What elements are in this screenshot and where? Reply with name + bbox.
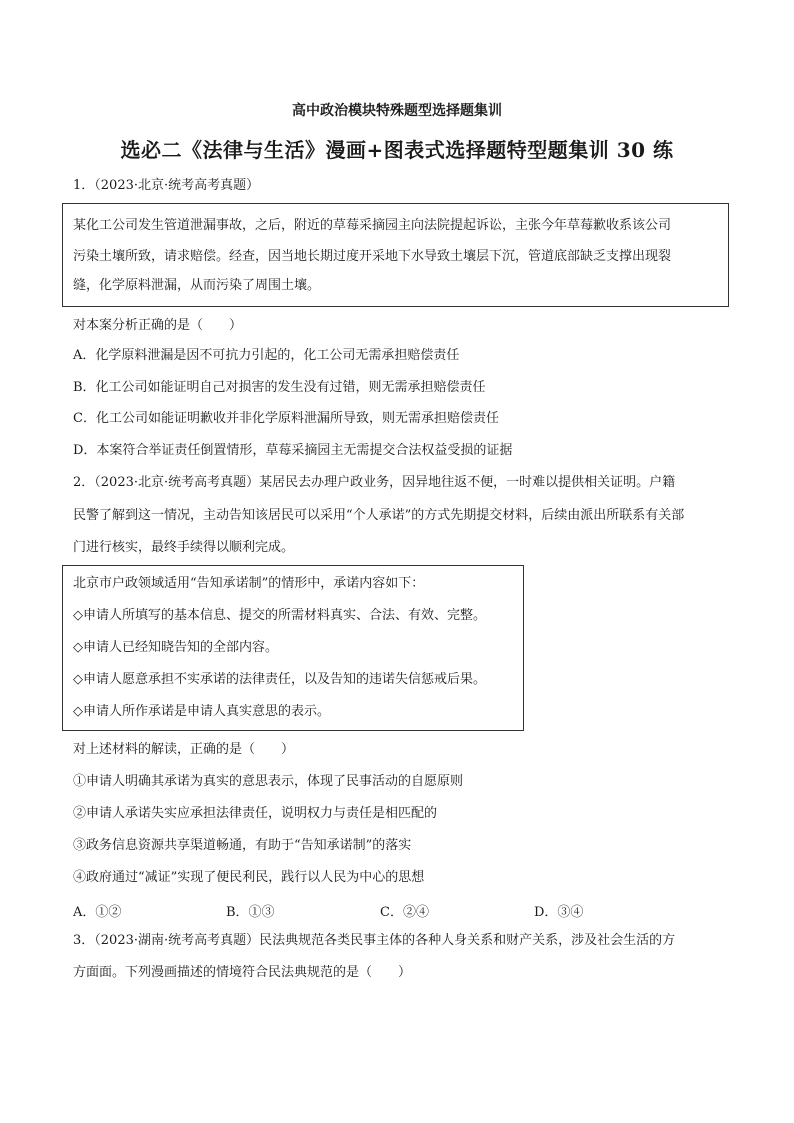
- q2-options-row: [73, 901, 733, 919]
- document-subtitle: 高中政治模块特殊题型选择题集训: [292, 103, 502, 119]
- q1-option-b[interactable]: B．化工公司如能证明自己对损害的发生没有过错，则无需承担赔偿责任: [73, 380, 486, 395]
- q2-option-d[interactable]: D．③④: [534, 905, 584, 920]
- q2-statement: ④政府通过“减证”实现了便民利民，践行以人民为中心的思想: [73, 870, 425, 885]
- q2-material-line: ◇申请人所作承诺是申请人真实意思的表示。: [73, 704, 330, 719]
- q3-intro-line: 方面面。下列漫画描述的情境符合民法典规范的是（ ）: [73, 965, 412, 980]
- q1-option-a[interactable]: A．化学原料泄漏是因不可抗力引起的，化工公司无需承担赔偿责任: [73, 348, 460, 363]
- q2-intro-line: 门进行核实，最终手续得以顺利完成。: [73, 540, 295, 555]
- q2-material-box: [62, 565, 524, 731]
- q2-stem: 对上述材料的解读，正确的是（ ）: [73, 742, 295, 757]
- q1-material-line: 缝，化学原料泄漏，从而污染了周围土壤。: [73, 278, 321, 293]
- q2-statement: ①申请人明确其承诺为真实的意思表示，体现了民事活动的自愿原则: [73, 774, 464, 789]
- q3-intro-line: 3．（2023·湖南·统考高考真题）民法典规范各类民事主体的各种人身关系和财产关系，涉及社会生活的方: [73, 933, 676, 948]
- q2-intro-line: 2．（2023·北京·统考高考真题）某居民去办理户政业务，因异地往返不便，一时难以提供相关证明。户籍: [73, 475, 676, 490]
- q2-material-line: 北京市户政领域适用“告知承诺制”的情形中，承诺内容如下：: [73, 576, 425, 591]
- q2-material-line: ◇申请人已经知晓告知的全部内容。: [73, 640, 278, 655]
- q2-statement: ②申请人承诺失实应承担法律责任，说明权力与责任是相匹配的: [73, 806, 438, 821]
- q1-heading: 1．（2023·北京·统考高考真题）: [73, 178, 260, 193]
- q2-option-a[interactable]: A．①②: [73, 905, 122, 920]
- q1-option-d[interactable]: D．本案符合举证责任倒置情形，草莓采摘园主无需提交合法权益受损的证据: [73, 443, 513, 458]
- q2-statement: ③政务信息资源共享渠道畅通，有助于“告知承诺制”的落实: [73, 838, 412, 853]
- q2-option-b[interactable]: B．①③: [226, 905, 275, 920]
- q2-material-line: ◇申请人愿意承担不实承诺的法律责任，以及告知的违诺失信惩戒后果。: [73, 672, 486, 687]
- q2-material-line: ◇申请人所填写的基本信息、提交的所需材料真实、合法、有效、完整。: [73, 608, 486, 623]
- q1-material-line: 污染土壤所致，请求赔偿。经查，因当地长期过度开采地下水导致土壤层下沉，管道底部缺乏支撑出现裂: [73, 249, 672, 264]
- q1-stem: 对本案分析正确的是（ ）: [73, 318, 243, 333]
- q2-option-c[interactable]: C．②④: [380, 905, 429, 920]
- q1-material-line: 某化工公司发生管道泄漏事故，之后，附近的草莓采摘园主向法院提起诉讼，主张今年草莓歉收系该公司: [73, 218, 672, 233]
- document-title: 选必二《法律与生活》漫画+图表式选择题特型题集训 30 练: [120, 138, 674, 162]
- q2-intro-line: 民警了解到这一情况，主动告知该居民可以采用“个人承诺”的方式先期提交材料，后续由派出所联系有关部: [73, 508, 685, 523]
- q1-material-box: [62, 203, 729, 307]
- q1-option-c[interactable]: C．化工公司如能证明歉收并非化学原料泄漏所导致，则无需承担赔偿责任: [73, 411, 499, 426]
